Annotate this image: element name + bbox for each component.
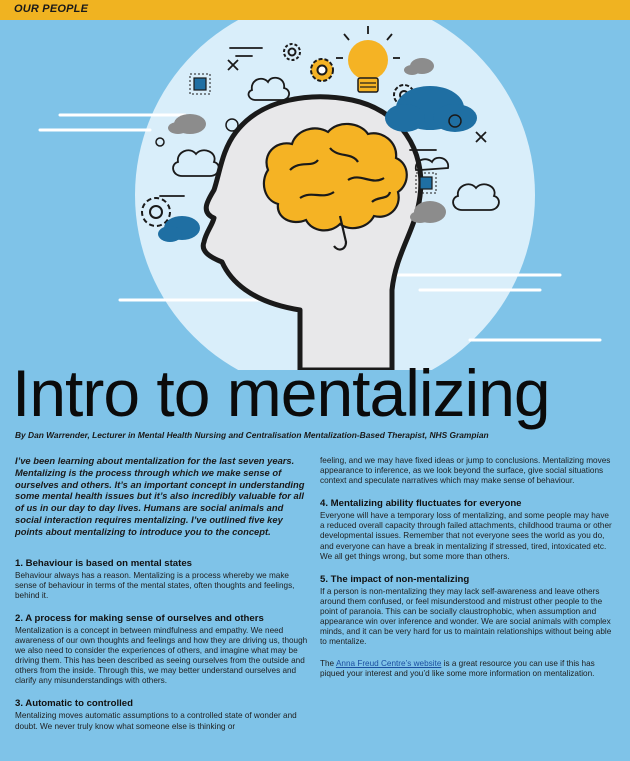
section-body: If a person is non-mentalizing they may lack self-awareness and leave others around them confused, or feel misunderstood and mistrust other people to the point of paranoia. This can be socially claustrophobic, when assumption and appearance win over inference and wonder. We are social animals with complex minds, and it can be very hard for us to maintain relationships without being able to mentalize.: [320, 586, 612, 647]
section-body: Everyone will have a temporary loss of mentalizing, and some people may have a reduced overall capacity through failed attachments, childhood trauma or other developmental issues. Remember that not everyone sees the world as you do, and everyone can have a break in mentalizing if stressed, tired, intoxicated etc. We all get things wrong, but some more than others.: [320, 511, 612, 561]
section-heading: 5. The impact of non-mentalizing: [320, 573, 470, 585]
section-heading: 3. Automatic to controlled: [15, 698, 133, 710]
section-heading: 4. Mentalizing ability fluctuates for everyone: [320, 498, 522, 510]
section-label: OUR PEOPLE: [14, 3, 89, 15]
continuation-paragraph: feeling, and we may have fixed ideas or jump to conclusions. Mentalizing moves appearance to inference, as we look beyond the surface, give social situations context and speculate narratives which may make sense of behaviour.: [320, 456, 611, 486]
section-heading: 2. A process for making sense of ourselves and others: [15, 612, 264, 624]
article-byline: By Dan Warrender, Lecturer in Mental Health Nursing and Centralisation Mentalization-Based Therapist, NHS Grampian: [15, 430, 489, 440]
intro-paragraph: I’ve been learning about mentalization for the last seven years. Mentalizing is the process through which we make sense of ourselves and others. It’s an important concept in understanding some mental health issues but it’s also incredibly valuable for all of us in our day to day lives. Humans are social animals and social interaction requires mentalizing. I’ve outlined five key points about mentalizing to introduce you to the concept.: [15, 455, 305, 537]
closing-paragraph: [320, 659, 615, 679]
gear-icon: [311, 59, 333, 81]
anna-freud-link[interactable]: Anna Freud Centre’s website: [335, 659, 442, 669]
left-column: [15, 455, 310, 744]
right-column: [320, 456, 615, 692]
closing-prefix: The: [320, 659, 336, 669]
closing-suffix: is a great resource you can use if this has piqued your interest and you’d like some more information on mentalization.: [320, 659, 595, 679]
section-banner: [0, 0, 630, 20]
section-heading: 1. Behaviour is based on mental states: [15, 557, 193, 569]
hero-illustration: [0, 20, 630, 370]
section-body: Mentalization is a concept in between mindfulness and empathy. We need awareness of our own thoughts and feelings and how they are driving us, though we also need to consider the experiences of others, and imagine what may be driving them. This has been described as seeing ourselves from the outside and others from the inside. Through this, we may better understand ourselves and clarify any misunderstandings with others.: [15, 625, 308, 686]
section-body: Mentalizing moves automatic assumptions to a controlled state of wonder and doubt. We never truly know what someone else is thinking or: [15, 711, 297, 731]
article-title: Intro to mentalizing: [12, 356, 550, 430]
section-body: Behaviour always has a reason. Mentalizing is a process whereby we make sense of behaviour in terms of the mental states, often thoughts and feelings, behind it.: [15, 570, 295, 600]
